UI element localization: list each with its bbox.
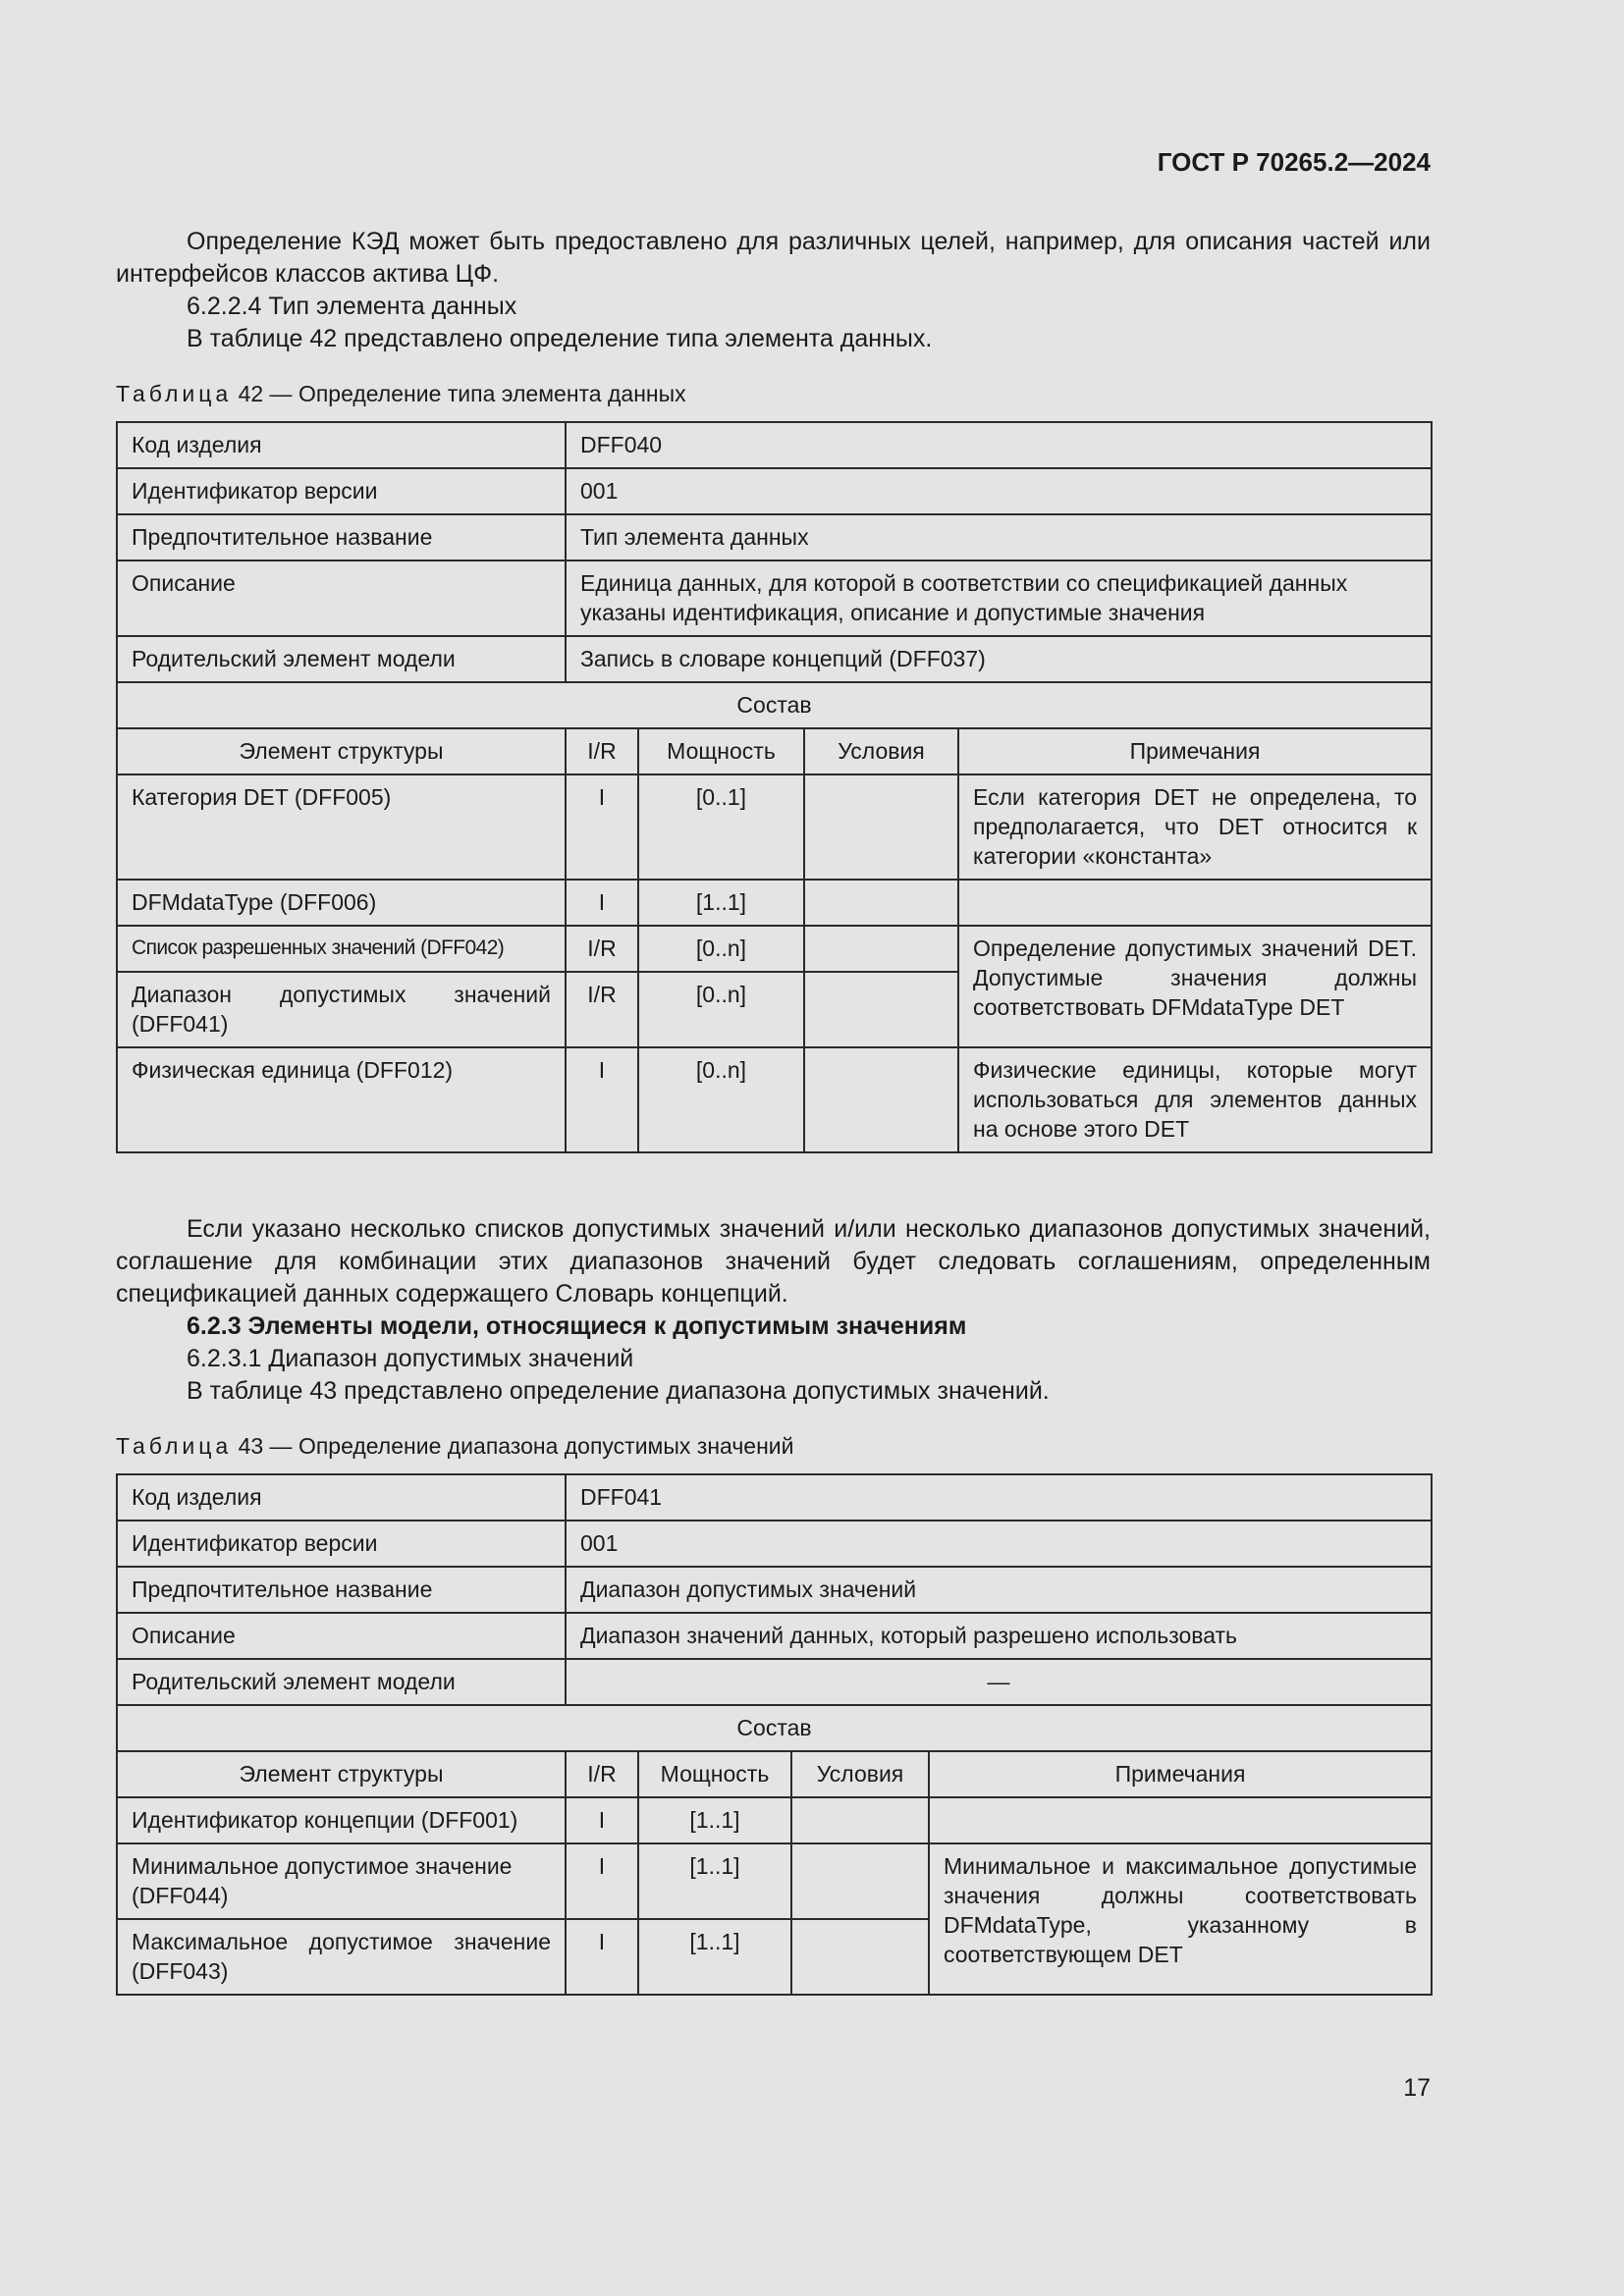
table-row	[117, 1843, 1432, 1919]
table-42-caption	[116, 379, 1431, 408]
table-row	[117, 1047, 1432, 1152]
cardinality-cell: [1..1]	[638, 1797, 791, 1843]
page-number: 17	[1403, 2074, 1431, 2102]
table-row	[117, 468, 1432, 514]
table-row	[117, 1659, 1432, 1705]
conditions-cell	[804, 1047, 958, 1152]
column-header: I/R	[566, 728, 638, 774]
column-header: Элемент структуры	[117, 1751, 566, 1797]
row-label: Родительский элемент модели	[117, 636, 566, 682]
ir-cell: I	[566, 1797, 638, 1843]
notes-cell: Минимальное и максимальное допустимые значения должны соответствовать DFMdataType, указанному в соответствующем DET	[929, 1843, 1432, 1995]
column-header-row	[117, 1751, 1432, 1797]
conditions-cell	[804, 972, 958, 1047]
table-43-caption-text: 43 — Определение диапазона допустимых значений	[232, 1433, 794, 1459]
subsection-heading-6-2-2-4: 6.2.2.4 Тип элемента данных	[187, 293, 517, 320]
cardinality-cell: [1..1]	[638, 880, 804, 926]
column-header-row	[117, 728, 1432, 774]
row-label: Родительский элемент модели	[117, 1659, 566, 1705]
column-header: Мощность	[638, 1751, 791, 1797]
composition-header: Состав	[117, 682, 1432, 728]
intro-paragraph: Определение КЭД может быть предоставлено для различных целей, например, для описания частей или интерфейсов классов актива ЦФ.	[116, 228, 1431, 288]
composition-header: Состав	[117, 1705, 1432, 1751]
table-row	[117, 636, 1432, 682]
conditions-cell	[791, 1919, 929, 1995]
column-header: Примечания	[958, 728, 1432, 774]
table-row	[117, 1797, 1432, 1843]
row-label: Предпочтительное название	[117, 1567, 566, 1613]
table-42	[116, 421, 1433, 1153]
ir-cell: I/R	[566, 926, 638, 972]
column-header: I/R	[566, 1751, 638, 1797]
conditions-cell	[804, 774, 958, 880]
middle-section	[116, 1213, 1431, 1408]
row-label: Описание	[117, 1613, 566, 1659]
row-value: 001	[566, 1521, 1432, 1567]
element-cell: Минимальное допустимое значение (DFF044)	[117, 1843, 566, 1919]
element-cell: Диапазон допустимых значений (DFF041)	[117, 972, 566, 1047]
row-label: Код изделия	[117, 1474, 566, 1521]
cardinality-cell: [0..n]	[638, 926, 804, 972]
cardinality-cell: [0..n]	[638, 972, 804, 1047]
intro-section	[116, 226, 1431, 355]
cardinality-cell: [1..1]	[638, 1843, 791, 1919]
element-cell: Категория DET (DFF005)	[117, 774, 566, 880]
table-row	[117, 422, 1432, 468]
row-value: Диапазон значений данных, который разрешено использовать	[566, 1613, 1432, 1659]
cardinality-cell: [0..1]	[638, 774, 804, 880]
table-row	[117, 561, 1432, 636]
ir-cell: I/R	[566, 972, 638, 1047]
notes-cell	[929, 1797, 1432, 1843]
element-cell: DFMdataType (DFF006)	[117, 880, 566, 926]
ir-cell: I	[566, 1047, 638, 1152]
conditions-cell	[791, 1843, 929, 1919]
column-header: Мощность	[638, 728, 804, 774]
table-row	[117, 1474, 1432, 1521]
notes-cell: Если категория DET не определена, то предполагается, что DET относится к категории «константа»	[958, 774, 1432, 880]
notes-cell	[958, 880, 1432, 926]
row-label: Предпочтительное название	[117, 514, 566, 561]
row-value: Тип элемента данных	[566, 514, 1432, 561]
document-code-header: ГОСТ Р 70265.2—2024	[1157, 147, 1431, 177]
row-value: Запись в словаре концепций (DFF037)	[566, 636, 1432, 682]
table-row	[117, 1705, 1432, 1751]
row-value: DFF041	[566, 1474, 1432, 1521]
element-cell: Максимальное допустимое значение (DFF043)	[117, 1919, 566, 1995]
table-row	[117, 926, 1432, 972]
row-label: Описание	[117, 561, 566, 636]
column-header: Условия	[804, 728, 958, 774]
element-cell: Физическая единица (DFF012)	[117, 1047, 566, 1152]
cardinality-cell: [0..n]	[638, 1047, 804, 1152]
column-header: Условия	[791, 1751, 929, 1797]
ir-cell: I	[566, 774, 638, 880]
column-header: Примечания	[929, 1751, 1432, 1797]
subsection-heading-6-2-3-1: 6.2.3.1 Диапазон допустимых значений	[187, 1345, 634, 1372]
table-row	[117, 514, 1432, 561]
conditions-cell	[804, 880, 958, 926]
table-42-caption-text: 42 — Определение типа элемента данных	[232, 381, 686, 406]
table-43-caption-word: Таблица	[116, 1433, 233, 1459]
row-value: Диапазон допустимых значений	[566, 1567, 1432, 1613]
combination-paragraph: Если указано несколько списков допустимых значений и/или несколько диапазонов допустимых значений, соглашение для комбинации этих диапазонов значений будет следовать соглашениям, определенным спецификацией данных содержащего Словарь концепций.	[116, 1215, 1431, 1308]
table-43	[116, 1473, 1433, 1996]
table-42-reference: В таблице 42 представлено определение типа элемента данных.	[187, 325, 933, 352]
table-43-reference: В таблице 43 представлено определение диапазона допустимых значений.	[187, 1377, 1050, 1405]
element-cell: Список разрешенных значений (DFF042)	[117, 926, 566, 972]
table-42-caption-word: Таблица	[116, 381, 233, 406]
element-cell: Идентификатор концепции (DFF001)	[117, 1797, 566, 1843]
cardinality-cell: [1..1]	[638, 1919, 791, 1995]
table-row	[117, 774, 1432, 880]
table-row	[117, 880, 1432, 926]
row-label: Код изделия	[117, 422, 566, 468]
table-43-caption	[116, 1431, 1431, 1461]
table-row	[117, 1613, 1432, 1659]
row-value: 001	[566, 468, 1432, 514]
row-label: Идентификатор версии	[117, 468, 566, 514]
table-row	[117, 682, 1432, 728]
row-value: DFF040	[566, 422, 1432, 468]
row-value: Единица данных, для которой в соответствии со спецификацией данных указаны идентификация, описание и допустимые значения	[566, 561, 1432, 636]
ir-cell: I	[566, 880, 638, 926]
row-label: Идентификатор версии	[117, 1521, 566, 1567]
table-row	[117, 1521, 1432, 1567]
section-heading-6-2-3: 6.2.3 Элементы модели, относящиеся к допустимым значениям	[187, 1312, 967, 1340]
table-row	[117, 1567, 1432, 1613]
notes-cell: Определение допустимых значений DET. Допустимые значения должны соответствовать DFMdataType DET	[958, 926, 1432, 1047]
ir-cell: I	[566, 1919, 638, 1995]
notes-cell: Физические единицы, которые могут использоваться для элементов данных на основе этого DET	[958, 1047, 1432, 1152]
row-value: —	[566, 1659, 1432, 1705]
conditions-cell	[804, 926, 958, 972]
column-header: Элемент структуры	[117, 728, 566, 774]
ir-cell: I	[566, 1843, 638, 1919]
conditions-cell	[791, 1797, 929, 1843]
